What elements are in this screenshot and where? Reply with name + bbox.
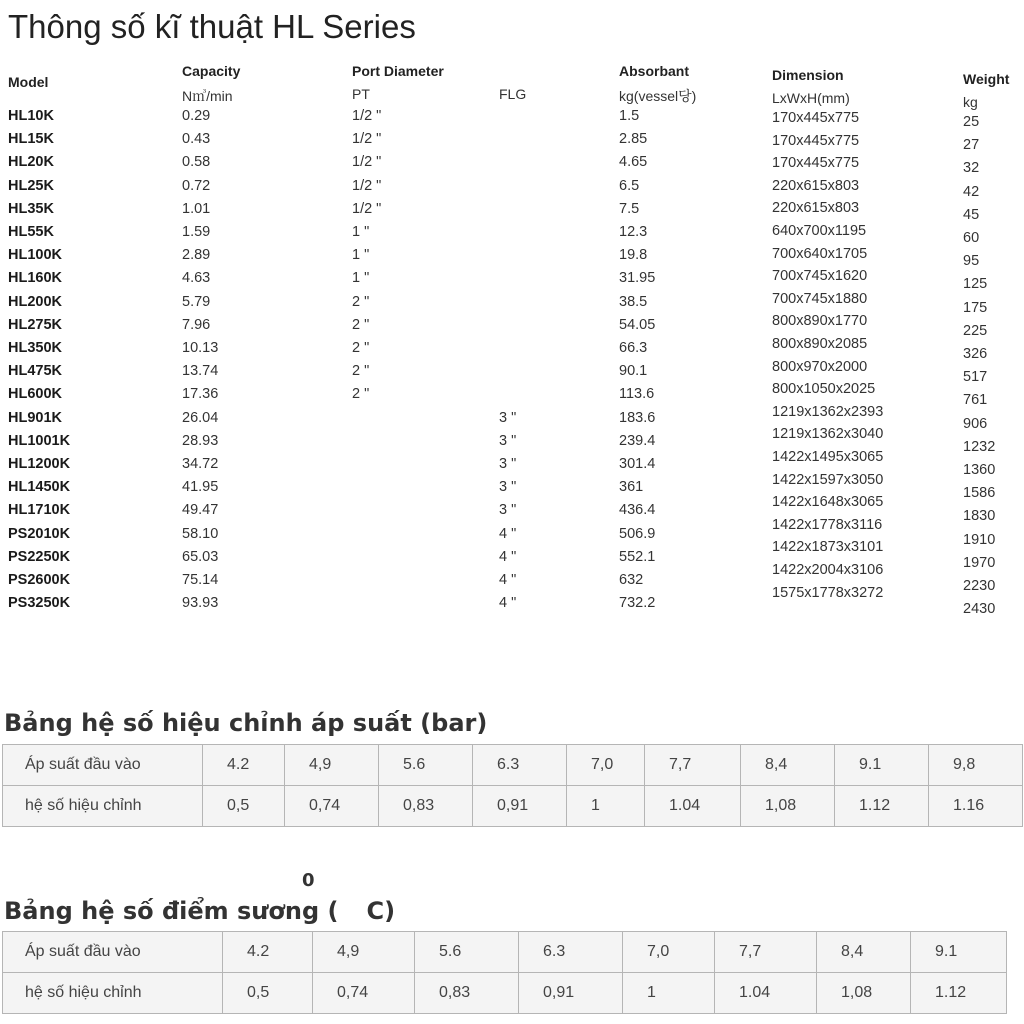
spec-cell-dimension: 1422x1648x3065	[772, 494, 884, 511]
spec-cell-absorbant: 732.2	[619, 595, 656, 612]
dewpoint-correction-table	[2, 931, 1007, 1014]
spec-cell-flg: 3 "	[499, 432, 517, 449]
spec-cell-absorbant: 12.3	[619, 224, 648, 240]
spec-cell-weight: 32	[963, 160, 980, 177]
spec-cell-dimension: 170x445x775	[772, 132, 860, 149]
dewpoint-title-end: C)	[366, 897, 396, 925]
spec-cell-weight: 25	[963, 114, 980, 130]
value-cell: 1.04	[715, 973, 817, 1014]
spec-cell-pt: 2 "	[352, 316, 370, 333]
spec-cell-pt: 2 "	[352, 363, 370, 380]
value-cell: 7,7	[645, 745, 741, 786]
page-title: Thông số kĩ thuật HL Series	[8, 8, 416, 45]
spec-cell-model: HL600K	[8, 386, 62, 403]
spec-cell-absorbant: 436.4	[619, 502, 656, 519]
value-cell: 1	[567, 786, 645, 827]
spec-cell-absorbant: 38.5	[619, 293, 648, 310]
dewpoint-input-row	[3, 932, 1007, 973]
spec-cell-pt: 2 "	[352, 386, 370, 403]
value-cell: 1,08	[741, 786, 835, 827]
pressure-coefficient-row	[3, 786, 1023, 827]
spec-cell-model: HL100K	[8, 247, 62, 264]
spec-cell-absorbant: 90.1	[619, 363, 648, 380]
value-cell: 0,74	[313, 973, 415, 1014]
spec-cell-dimension: 800x890x1770	[772, 313, 868, 330]
pressure-table-title: Bảng hệ số hiệu chỉnh áp suất (bar)	[4, 709, 488, 737]
row-label: hệ số hiệu chỉnh	[3, 786, 203, 827]
spec-cell-capacity: 41.95	[182, 479, 219, 496]
value-cell: 5.6	[379, 745, 473, 786]
spec-cell-weight: 761	[963, 392, 988, 409]
spec-cell-capacity: 26.04	[182, 409, 219, 426]
spec-cell-flg: 4 "	[499, 572, 517, 588]
spec-cell-dimension: 1575x1778x3272	[772, 584, 884, 601]
spec-cell-flg: 4 "	[499, 525, 517, 542]
spec-cell-weight: 95	[963, 253, 980, 270]
spec-cell-dimension: 1219x1362x2393	[772, 403, 884, 420]
spec-cell-weight: 1360	[963, 462, 996, 478]
spec-cell-dimension: 1422x1495x3065	[772, 449, 884, 465]
spec-cell-model: HL1001K	[8, 432, 71, 449]
value-cell: 1	[623, 973, 715, 1014]
spec-cell-weight: 517	[963, 369, 988, 386]
spec-cell-model: HL1200K	[8, 456, 71, 472]
spec-cell-weight: 45	[963, 206, 980, 223]
spec-cell-weight: 175	[963, 299, 988, 316]
value-cell: 1.04	[645, 786, 741, 827]
value-cell: 7,7	[715, 932, 817, 973]
value-cell: 4.2	[223, 932, 313, 973]
value-cell: 0,83	[415, 973, 519, 1014]
spec-cell-weight: 906	[963, 415, 988, 432]
spec-cell-capacity: 1.59	[182, 224, 211, 240]
spec-cell-model: PS2010K	[8, 525, 71, 542]
spec-cell-weight: 2430	[963, 601, 996, 618]
spec-cell-capacity: 34.72	[182, 456, 219, 472]
spec-cell-pt: 1 "	[352, 224, 370, 240]
spec-cell-absorbant: 6.5	[619, 177, 640, 194]
spec-cell-capacity: 0.58	[182, 154, 211, 171]
spec-cell-model: PS2250K	[8, 548, 71, 565]
spec-cell-pt: 1/2 "	[352, 200, 382, 217]
spec-cell-dimension: 1422x2004x3106	[772, 562, 884, 578]
spec-cell-capacity: 13.74	[182, 363, 219, 380]
spec-cell-weight: 42	[963, 183, 980, 200]
spec-cell-weight: 1232	[963, 438, 996, 455]
dewpoint-coefficient-row	[3, 973, 1007, 1014]
header-capacity: Capacity	[182, 63, 241, 79]
value-cell: 0,74	[285, 786, 379, 827]
spec-cell-absorbant: 54.05	[619, 316, 656, 333]
header-port-diameter: Port Diameter	[352, 63, 444, 79]
header-model: Model	[8, 74, 49, 90]
header-pt: PT	[352, 86, 370, 102]
spec-cell-pt: 1/2 "	[352, 108, 382, 124]
spec-cell-model: HL200K	[8, 293, 62, 310]
spec-cell-weight: 225	[963, 322, 988, 339]
header-flg: FLG	[499, 86, 527, 102]
spec-cell-dimension: 700x640x1705	[772, 245, 868, 262]
spec-cell-model: HL55K	[8, 224, 54, 240]
spec-cell-capacity: 10.13	[182, 340, 219, 356]
spec-cell-absorbant: 7.5	[619, 200, 640, 217]
spec-cell-dimension: 170x445x775	[772, 155, 860, 172]
spec-cell-absorbant: 632	[619, 572, 644, 588]
spec-cell-pt: 1 "	[352, 270, 370, 287]
value-cell: 1.12	[911, 973, 1007, 1014]
spec-cell-pt: 1/2 "	[352, 177, 382, 194]
spec-cell-dimension: 1422x1778x3116	[772, 516, 883, 533]
spec-cell-absorbant: 4.65	[619, 154, 648, 171]
header-capacity-unit: N㎥/min	[182, 88, 233, 104]
spec-cell-weight: 1970	[963, 554, 996, 571]
spec-cell-model: HL1710K	[8, 502, 71, 519]
spec-cell-capacity: 2.89	[182, 247, 211, 264]
value-cell: 6.3	[519, 932, 623, 973]
spec-cell-weight: 1586	[963, 485, 996, 502]
value-cell: 5.6	[415, 932, 519, 973]
spec-cell-flg: 3 "	[499, 409, 517, 426]
spec-cell-capacity: 93.93	[182, 595, 219, 612]
spec-cell-absorbant: 552.1	[619, 548, 656, 565]
spec-cell-capacity: 0.29	[182, 108, 211, 124]
spec-cell-model: HL350K	[8, 340, 62, 356]
spec-cell-weight: 27	[963, 137, 980, 154]
spec-cell-absorbant: 2.85	[619, 131, 648, 148]
value-cell: 4.2	[203, 745, 285, 786]
spec-cell-absorbant: 361	[619, 479, 644, 496]
spec-cell-absorbant: 19.8	[619, 247, 648, 264]
spec-cell-weight: 2230	[963, 578, 996, 594]
spec-cell-dimension: 800x970x2000	[772, 358, 868, 375]
spec-cell-pt: 1/2 "	[352, 154, 382, 171]
spec-cell-dimension: 800x1050x2025	[772, 381, 876, 398]
spec-cell-dimension: 1422x1597x3050	[772, 471, 884, 488]
value-cell: 8,4	[817, 932, 911, 973]
spec-cell-model: HL901K	[8, 409, 62, 426]
value-cell: 1,08	[817, 973, 911, 1014]
dewpoint-table-title	[4, 897, 395, 925]
spec-cell-dimension: 800x890x2085	[772, 336, 868, 352]
spec-cell-capacity: 0.72	[182, 177, 211, 194]
spec-cell-dimension: 640x700x1195	[772, 223, 867, 239]
value-cell: 9,8	[929, 745, 1023, 786]
value-cell: 7,0	[623, 932, 715, 973]
spec-cell-model: PS3250K	[8, 595, 71, 612]
spec-cell-absorbant: 66.3	[619, 340, 648, 356]
spec-cell-flg: 4 "	[499, 548, 517, 565]
spec-cell-pt: 2 "	[352, 340, 370, 356]
spec-cell-weight: 1830	[963, 508, 996, 525]
spec-cell-capacity: 1.01	[182, 200, 211, 217]
spec-cell-weight: 60	[963, 230, 980, 246]
spec-cell-model: HL20K	[8, 154, 54, 171]
row-label: Áp suất đầu vào	[3, 932, 223, 973]
spec-cell-pt: 1 "	[352, 247, 370, 264]
value-cell: 9.1	[911, 932, 1007, 973]
value-cell: 9.1	[835, 745, 929, 786]
spec-cell-model: HL35K	[8, 200, 54, 217]
row-label: hệ số hiệu chỉnh	[3, 973, 223, 1014]
spec-cell-model: HL15K	[8, 131, 54, 148]
spec-cell-capacity: 49.47	[182, 502, 219, 519]
value-cell: 0,91	[519, 973, 623, 1014]
spec-cell-capacity: 0.43	[182, 131, 211, 148]
header-weight-unit: kg	[963, 94, 978, 110]
spec-cell-capacity: 17.36	[182, 386, 219, 403]
spec-cell-flg: 3 "	[499, 502, 517, 519]
spec-cell-capacity: 4.63	[182, 270, 211, 287]
value-cell: 0,5	[203, 786, 285, 827]
spec-cell-dimension: 220x615x803	[772, 177, 860, 194]
spec-cell-absorbant: 183.6	[619, 409, 656, 426]
spec-cell-dimension: 1422x1873x3101	[772, 539, 884, 556]
spec-cell-weight: 125	[963, 276, 988, 293]
spec-cell-absorbant: 239.4	[619, 432, 656, 449]
spec-cell-capacity: 75.14	[182, 572, 219, 588]
header-absorbant-unit: kg(vessel당)	[619, 88, 697, 104]
spec-cell-absorbant: 506.9	[619, 525, 656, 542]
spec-cell-capacity: 5.79	[182, 293, 211, 310]
spec-cell-dimension: 700x745x1620	[772, 268, 868, 285]
row-label: Áp suất đầu vào	[3, 745, 203, 786]
header-dimension-unit: LxWxH(mm)	[772, 90, 850, 106]
spec-cell-model: HL160K	[8, 270, 62, 287]
spec-cell-dimension: 700x745x1880	[772, 290, 868, 307]
spec-cell-absorbant: 301.4	[619, 456, 656, 472]
value-cell: 1.16	[929, 786, 1023, 827]
spec-cell-capacity: 28.93	[182, 432, 219, 449]
value-cell: 0,5	[223, 973, 313, 1014]
value-cell: 8,4	[741, 745, 835, 786]
pressure-input-row	[3, 745, 1023, 786]
spec-cell-pt: 1/2 "	[352, 131, 382, 148]
value-cell: 6.3	[473, 745, 567, 786]
spec-cell-flg: 3 "	[499, 456, 517, 472]
spec-cell-absorbant: 31.95	[619, 270, 656, 287]
value-cell: 0,83	[379, 786, 473, 827]
spec-cell-flg: 3 "	[499, 479, 517, 496]
spec-cell-model: HL1450K	[8, 479, 71, 496]
spec-cell-model: HL25K	[8, 177, 54, 194]
pressure-correction-table	[2, 744, 1023, 827]
value-cell: 0,91	[473, 786, 567, 827]
value-cell: 7,0	[567, 745, 645, 786]
header-dimension: Dimension	[772, 67, 844, 83]
spec-cell-capacity: 7.96	[182, 316, 211, 333]
spec-cell-model: HL10K	[8, 108, 54, 124]
spec-cell-capacity: 65.03	[182, 548, 219, 565]
spec-cell-dimension: 170x445x775	[772, 110, 860, 126]
spec-cell-model: PS2600K	[8, 572, 71, 588]
value-cell: 1.12	[835, 786, 929, 827]
spec-cell-model: HL475K	[8, 363, 62, 380]
dewpoint-title-text: Bảng hệ số điểm sương (	[4, 897, 339, 925]
value-cell: 4,9	[313, 932, 415, 973]
degree-superscript: 0	[302, 870, 315, 891]
header-absorbant: Absorbant	[619, 63, 689, 79]
spec-cell-weight: 1910	[963, 531, 996, 548]
spec-cell-dimension: 1219x1362x3040	[772, 426, 884, 443]
spec-cell-absorbant: 113.6	[619, 386, 655, 403]
value-cell: 4,9	[285, 745, 379, 786]
header-weight: Weight	[963, 71, 1010, 87]
spec-cell-model: HL275K	[8, 316, 62, 333]
spec-cell-pt: 2 "	[352, 293, 370, 310]
spec-cell-flg: 4 "	[499, 595, 517, 612]
spec-cell-dimension: 220x615x803	[772, 200, 860, 217]
spec-cell-absorbant: 1.5	[619, 108, 640, 124]
spec-cell-capacity: 58.10	[182, 525, 219, 542]
spec-cell-weight: 326	[963, 346, 988, 362]
